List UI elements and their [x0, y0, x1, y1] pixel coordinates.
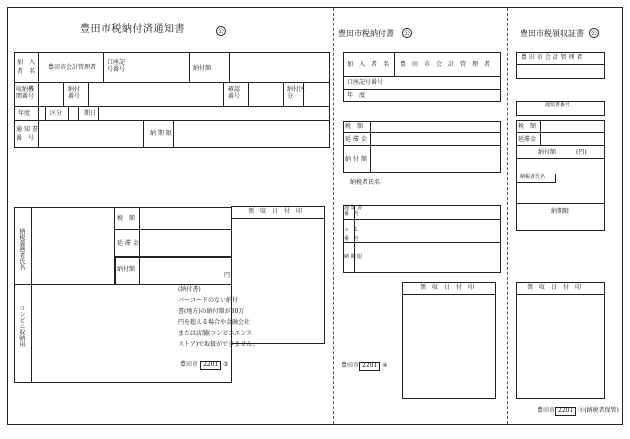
- notice-paycat-label: 納付区 分: [287, 86, 306, 100]
- payslip-footer: 豊田市 2201 ④: [341, 362, 388, 369]
- payslip-stamp-box: [402, 282, 496, 399]
- notice-total-label: 納付額: [117, 266, 136, 273]
- receipt-title: 豊田市税領収証書: [520, 29, 584, 38]
- payslip-year-label: 年 度: [347, 92, 366, 99]
- notice-confirm-label: 確認 番号: [228, 86, 241, 100]
- notice-period-label: 期日: [84, 110, 97, 117]
- notice-yen: 円: [224, 272, 231, 279]
- notice-due-label: 納 期 限: [150, 130, 172, 137]
- payslip-noticeno-label: 通 知 書 番 号: [344, 205, 363, 217]
- notice-latefee-label: 延 滞 金: [117, 240, 139, 247]
- note-line: または店舗(コンビニエンス: [178, 330, 253, 337]
- notice-tax-label: 税 額: [117, 215, 136, 222]
- payslip-period-label: ｓ Ｌ 番 号: [344, 227, 360, 242]
- payslip-title: 豊田市税納付書: [338, 29, 394, 38]
- payslip-account-label: 口座記号番号: [347, 79, 384, 86]
- payslip-tax-label: 税 額: [345, 123, 364, 130]
- receipt-noticeno-label: 通知書番号: [545, 102, 571, 108]
- receipt-footer-box: 2201: [555, 407, 576, 416]
- notice-subscriber-label: 加 入 者 名: [17, 59, 36, 75]
- payslip-due-label: 納 期 限: [344, 254, 363, 260]
- receipt-due-label: 納期限: [551, 208, 570, 215]
- note-line: バーコードのない納付: [178, 297, 239, 304]
- notice-stamp-box: [231, 206, 325, 344]
- payslip-total-label: 納 付 額: [345, 156, 367, 163]
- notice-org-label: 収納機 関番号: [16, 86, 35, 100]
- notice-title: 豊田市税納付済通知書: [80, 24, 185, 35]
- notice-footer: 豊田市 2201 ②: [180, 361, 229, 368]
- receipt-footer-mark: ④(納税者保管): [578, 407, 619, 414]
- note-line: ストア)で取扱ができません。: [178, 341, 259, 348]
- receipt-seal: 公: [590, 30, 597, 37]
- payslip-stamp-label: 領 収 日 付 印: [420, 284, 475, 291]
- payslip-subscriber-name: 豊 田 市 会 計 管 理 者: [400, 61, 491, 68]
- notice-footer-mark: ②: [223, 361, 229, 368]
- receipt-total-label: 納付額: [538, 149, 557, 156]
- notice-amount-label: 納付額: [193, 65, 212, 72]
- note-line: 円を超える場合や金融会社: [178, 319, 251, 326]
- notice-noticeno-label: 通 知 書 番 号: [16, 126, 38, 142]
- notice-category-label: 区分: [50, 110, 63, 117]
- receipt-footer: 豊田市 2201 ④(納税者保管): [537, 407, 619, 414]
- payslip-latefee-label: 延 滞 金: [345, 136, 367, 143]
- notice-account-label: 口座記 号番号: [107, 59, 126, 73]
- receipt-stamp-label: 領 収 日 付 印: [527, 284, 582, 291]
- notice-stamp-label: 領 収 日 付 印: [248, 208, 303, 215]
- payslip-payer-label: 納税者氏名: [350, 179, 381, 186]
- notice-seal: 公: [217, 28, 224, 35]
- receipt-yen: (円): [576, 149, 587, 156]
- note-line: 書(地方)の納付額が30万: [178, 308, 245, 315]
- notice-convenience-label: コンビニ収納用: [17, 305, 25, 347]
- payslip-seal: 公: [403, 30, 410, 37]
- receipt-payer-label: 納税者氏名: [520, 174, 546, 180]
- payslip-footer-box: 2201: [359, 362, 380, 371]
- notice-footer-box: 2201: [200, 361, 221, 370]
- perforation-1: [333, 8, 334, 424]
- payslip-footer-mark: ④: [382, 362, 388, 369]
- notice-year-label: 年度: [18, 110, 31, 117]
- perforation-2: [507, 8, 508, 424]
- note-line: (納付書): [178, 286, 201, 293]
- receipt-subscriber-label: 豊 田 市 会 計 管 理 者: [521, 54, 583, 61]
- payslip-subscriber-label: 加 入 者 名: [347, 61, 390, 68]
- notice-subscriber-name: 豊田市会計管理者: [48, 64, 97, 71]
- notice-payno-label: 納付 番号: [68, 86, 81, 100]
- receipt-latefee-label: 延滞金: [518, 136, 537, 143]
- receipt-stamp-box: [516, 282, 605, 399]
- receipt-tax-label: 税 額: [518, 123, 537, 130]
- notice-payer-label: 納税義務者氏名: [17, 228, 25, 270]
